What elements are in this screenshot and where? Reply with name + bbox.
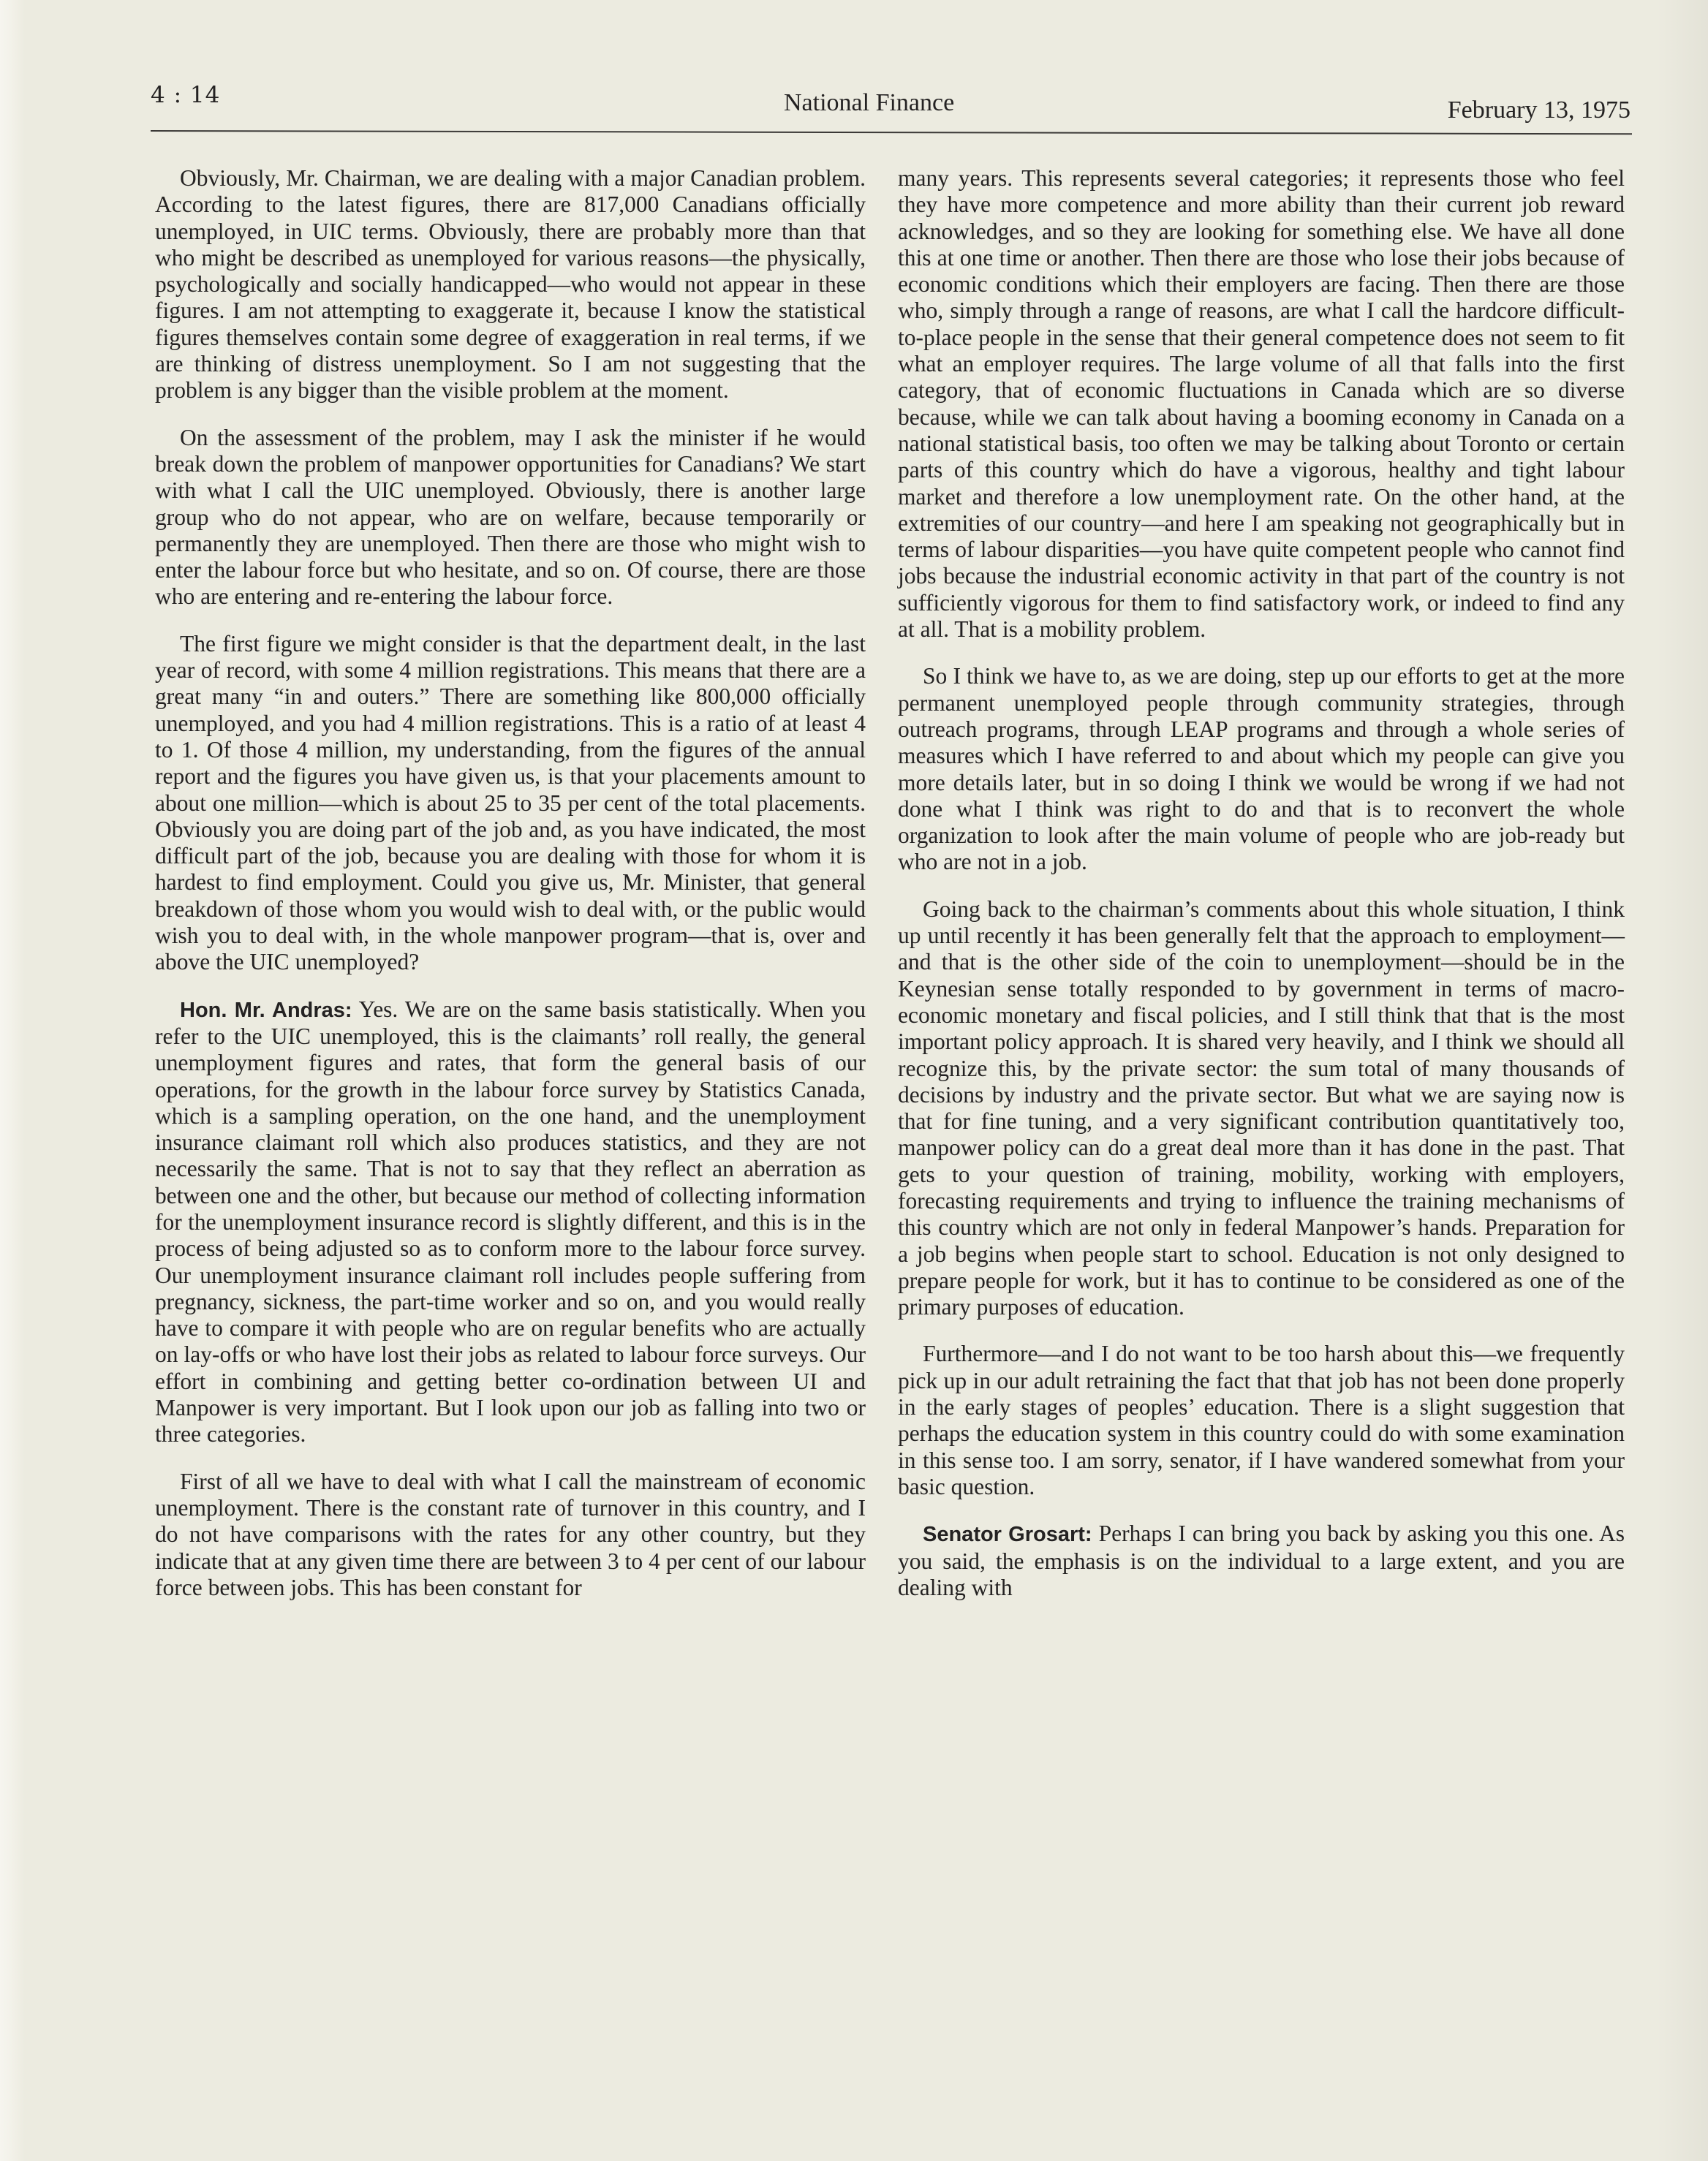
page-edge (0, 0, 25, 2161)
publication-title: National Finance (784, 89, 955, 116)
running-header (151, 76, 1630, 135)
speaker-paragraph (155, 996, 866, 1448)
paragraph: On the assessment of the problem, may I ask the minister if he would break down the problem of manpower opportunities for Canadians? We start with what I call the UIC unemployed. Obviously, there is another large group who do not appear, who are on welfare, because temporarily or permanently they are unemployed. Then there are those who might wish to enter the labour force but who hesitate, and so on. Of course, there are those who are entering and re-entering the labour force. (155, 424, 866, 610)
issue-date: February 13, 1975 (1447, 96, 1630, 124)
paragraph: Furthermore—and I do not want to be too harsh about this—we frequently pick up in our adult retraining the fact that that job has not been done properly in the early stages of peoples’ education. There is a slight suggestion that perhaps the education system in this country could do with some examination in this sense too. I am sorry, senator, if I have wandered somewhat from your basic question. (898, 1341, 1625, 1499)
page-shadow (1657, 0, 1708, 2161)
speech-text: Perhaps I can bring you back by asking you this one. As you said, the emphasis is on the individual to a large extent, and you are dealing with (898, 1521, 1625, 1600)
paragraph: Going back to the chairman’s comments about this whole situation, I think up until recently it has been generally felt that the approach to employment—and that is the other side of the coin to unemployment—should be in the Keynesian sense totally responded to by government in terms of macro-economic monetary and fiscal policies, and I still think that that is the most important policy approach. It is shared very heavily, and I think we should all recognize this, by the private sector: the sum total of many thousands of decisions by industry and the private sector. But what we are saying now is that for fine tuning, and a very significant contribution quantitatively too, manpower policy can do a great deal more than it has done in the past. That gets to your question of training, mobility, working with employers, forecasting requirements and trying to influence the training mechanisms of this country which are not only in federal Manpower’s hands. Preparation for a job begins when people start to school. Education is not only designed to prepare people for work, but it has to continue to be considered as one of the primary purposes of education. (898, 896, 1625, 1320)
paragraph: The first figure we might consider is that the department dealt, in the last year of record, with some 4 million registrations. This means that there are a great many “in and outers.” There are something like 800,000 officially unemployed, and you had 4 million registrations. This is a ratio of at least 4 to 1. Of those 4 million, my understanding, from the figures of the annual report and the figures you have given us, is that your placements amount to about one million—which is about 25 to 35 per cent of the total placements. Obviously you are doing part of the job and, as you have indicated, the most difficult part of the job, because you are dealing with those for whom it is hardest to find employment. Could you give us, Mr. Minister, that general breakdown of those whom you would wish to deal with, or the public would wish you to deal with, in the whole manpower program—that is, over and above the UIC unemployed? (155, 630, 866, 975)
paragraph: So I think we have to, as we are doing, step up our efforts to get at the more permanent unemployed people through community strategies, through outreach programs, through LEAP programs and through a whole series of measures which I have referred to and about which my people can give you more details later, but in so doing I think we would be wrong if we had not done what I think was right to do and that is to reconvert the whole organization to look after the main volume of people who are job-ready but who are not in a job. (898, 663, 1625, 875)
speech-text: Yes. We are on the same basis statistically. When you refer to the UIC unemployed, this is the claimants’ roll really, the general unemployment figures and rates, that form the general basis of our operations, for the growth in the labour force survey by Statistics Canada, which is a sampling operation, on the one hand, and the unemployment insurance claimant roll which also produces statistics, and they are not necessarily the same. That is not to say that they reflect an aberration as between one and the other, but because our method of collecting information for the unemployment insurance record is slightly different, and this is in the process of being adjusted so as to conform more to the labour force survey. Our unemployment insurance claimant roll includes people suffering from pregnancy, sickness, the part-time worker and so on, and you would really have to compare it with people who are on regular benefits who are actually on lay-offs or who have lost their jobs as related to labour force surveys. Our effort in combining and getting better co-ordination between UI and Manpower is very important. But I look upon our job as falling into two or three categories. (155, 996, 866, 1447)
paragraph: Obviously, Mr. Chairman, we are dealing with a major Canadian problem. According to the latest figures, there are 817,000 Canadians officially unemployed, in UIC terms. Obviously, there are probably more than that who might be described as unemployed for various reasons—the physically, psychologically and socially handicapped—who would not appear in these figures. I am not attempting to exaggerate it, because I know the statistical figures themselves contain some degree of exaggeration in real terms, if we are thinking of distress unemployment. So I am not suggesting that the problem is any bigger than the visible problem at the moment. (155, 165, 866, 404)
page-number: 4 : 14 (151, 82, 221, 108)
paragraph: many years. This represents several categories; it represents those who feel they have more competence and more ability than their current job reward acknowledges, and so they are looking for something else. We have all done this at one time or another. Then there are those who lose their jobs because of economic conditions which their employers are facing. Then there are those who, simply through a range of reasons, are what I call the hardcore difficult-to-place people in the sense that their general competence does not seem to fit what an employer requires. The large volume of all that falls into the first category, that of economic fluctuations in Canada which are so diverse because, while we can talk about having a booming economy in Canada on a national statistical basis, too often we may be talking about Toronto or certain parts of this country which do have a vigorous, healthy and tight labour market and therefore a low unemployment rate. On the other hand, at the extremities of our country—and here I am speaking not geographically but in terms of labour disparities—you have quite competent people who cannot find jobs because the industrial economic activity in that part of the country is not sufficiently vigorous for them to find satisfactory work, or indeed to find any at all. That is a mobility problem. (898, 165, 1625, 643)
left-column (155, 165, 866, 1621)
speaker-paragraph (898, 1521, 1625, 1601)
speaker-name: Hon. Mr. Andras: (180, 998, 352, 1022)
right-column (898, 165, 1625, 1621)
speaker-name: Senator Grosart: (923, 1523, 1092, 1547)
paragraph: First of all we have to deal with what I call the mainstream of economic unemployment. There is the constant rate of turnover in this country, and I do not have comparisons with the rates for any other country, but they indicate that at any given time there are between 3 to 4 per cent of our labour force between jobs. This has been constant for (155, 1468, 866, 1600)
